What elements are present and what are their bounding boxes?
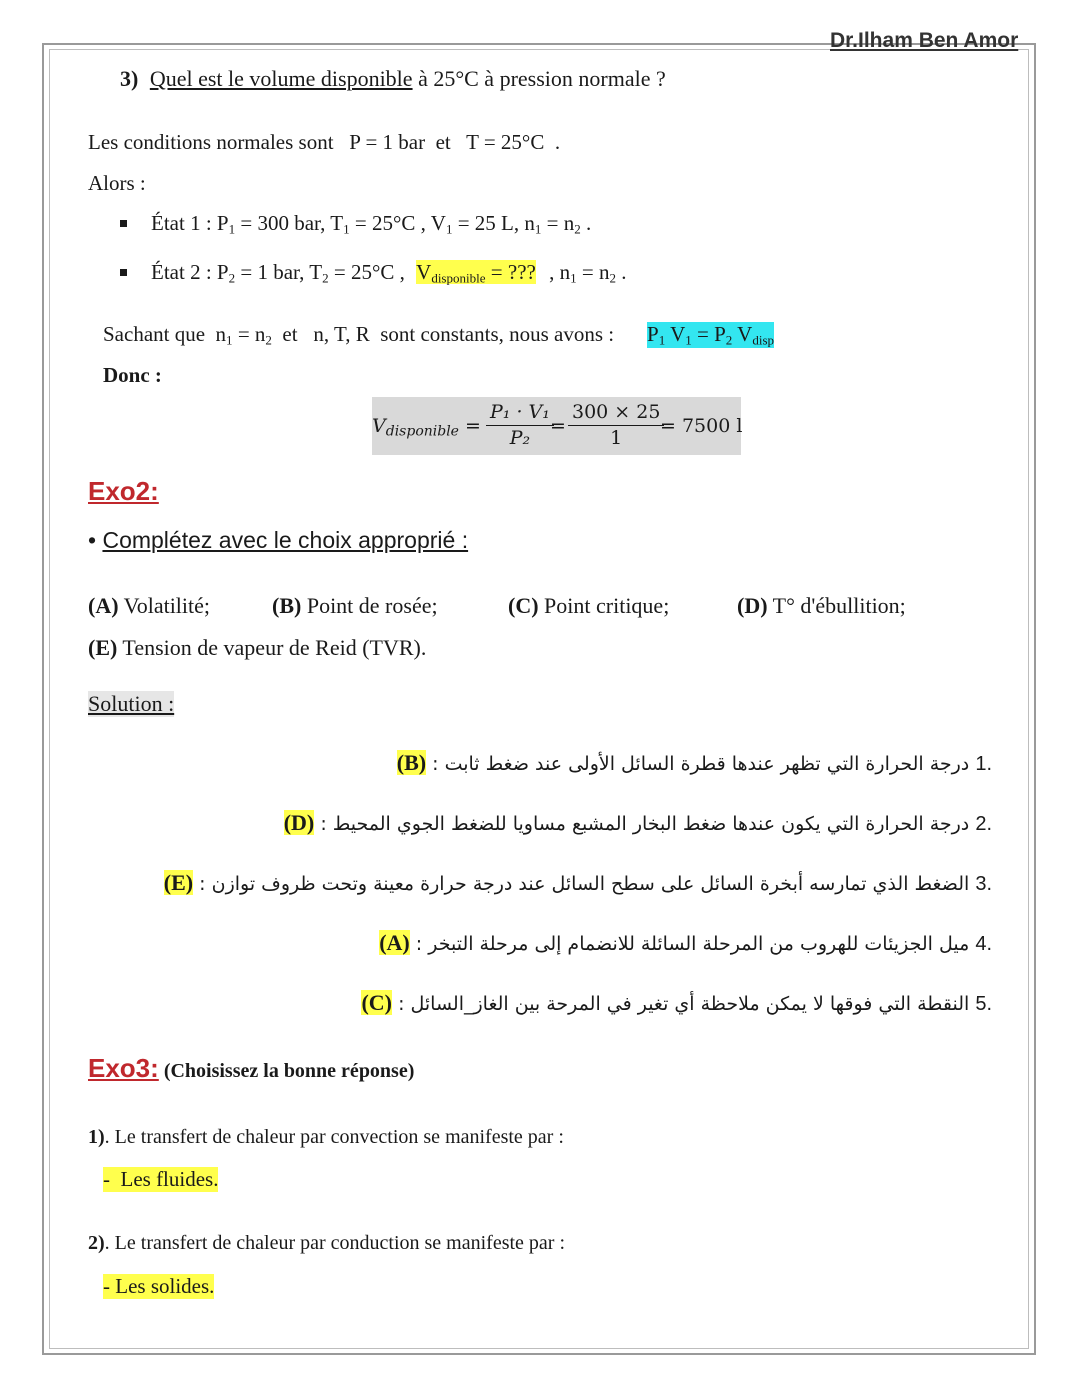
solution-item-5: .5 النقطة التي فوقها لا يمكن ملاحظة أي تغير في المرحة بين الغاز_السائل : (C) [361,990,992,1015]
formula-result: = 7500 l [660,415,743,437]
formula-lhs: $V_{disponible}$ = [372,415,481,440]
state-2-line: État 2 : $P_2 = 1$ bar, $T_2 = 25^\circ C$ , $V_{disponible}$ = ??? , $n_1 = n_2$ . [120,260,626,286]
state-2-label: État 2 : P [151,260,229,284]
exo2-title: Exo2: [88,476,159,506]
solution-item-1: .1 درجة الحرارة التي تظهر عندها قطرة السائل الأولى عند ضغط ثابت : (B) [396,750,992,775]
bullet-icon [120,269,127,276]
v-disponible-highlight: $V_{disponible}$ = ??? [416,260,536,286]
question-3-heading [120,66,666,92]
choice-b: (B) Point de rosée; [272,593,438,618]
formula-equals: = [550,415,566,437]
formula-fraction-1: $\frac{\text{P₁ · V₁}}{\text{P₂}}$ [486,401,554,449]
exo2-instruction: • Complétez avec le choix approprié : [88,527,469,553]
exo3-answer-1: - Les fluides. [103,1167,219,1191]
choice-e: (E) Tension de vapeur de Reid (TVR). [88,635,427,660]
donc-label: Donc : [103,363,162,387]
formula-fraction-2: $\frac{300 \times 25}{1}$ [568,401,664,449]
exo3-question-2: 2). Le transfert de chaleur par conduction se manifeste par : [88,1232,566,1254]
page-border-inner [49,49,1029,1349]
exo3-title: Exo3: [88,1053,159,1083]
choice-a: (A) Volatilité; [88,593,211,618]
solution-item-3: .3 الضغط الذي تمارسه أبخرة السائل على سطح السائل عند درجة حرارة معينة وتحت ظروف توازن : (E) [163,870,992,895]
question-3-number: 3) [120,66,139,91]
exo2-instruction-text: Complétez avec le choix approprié : [102,527,469,553]
exo3-subtitle: (Choisissez la bonne réponse) [158,1060,415,1082]
volume-formula [372,397,741,455]
state-1-line: État 1 : $P_1 = 300$ bar, $T_1 = 25^\circ C$ , $V_1 = 25$ L, $n_1 = n_2$ . [120,211,591,237]
question-3-title-rest: à 25°C à pression normale ? [412,66,666,91]
choice-d: (D) T° d'ébullition; [737,593,906,618]
solution-item-2: .2 درجة الحرارة التي يكون عندها ضغط البخار المشبع مساويا للضغط الجوي المحيط : (D) [283,810,992,835]
exo3-heading [88,1053,414,1084]
sachant-line: Sachant que $n_1 = n_2$ et n, T, R sont constants, nous avons : [103,322,615,348]
exo3-answer-2: - Les solides. [103,1274,215,1298]
normal-conditions: Les conditions normales sont P = 1 bar et T = 25°C . [88,130,561,154]
solution-label: Solution : [88,691,175,716]
gas-law-relation: $P_1$ $V_1 = P_2$ $V_{disp}$ [647,322,775,348]
exo3-question-1: 1). Le transfert de chaleur par convection se manifeste par : [88,1126,564,1148]
solution-item-4: .4 ميل الجزيئات للهروب من المرحلة السائلة للانضمام إلى مرحلة التبخر : (A) [379,930,992,955]
choice-c: (C) Point critique; [508,593,670,618]
alors-label: Alors : [88,171,146,195]
author-name: Dr.Ilham Ben Amor [830,29,1019,52]
question-3-title: Quel est le volume disponible [149,66,413,91]
state-1-label: État 1 : P [151,211,229,235]
bullet-icon [120,220,127,227]
